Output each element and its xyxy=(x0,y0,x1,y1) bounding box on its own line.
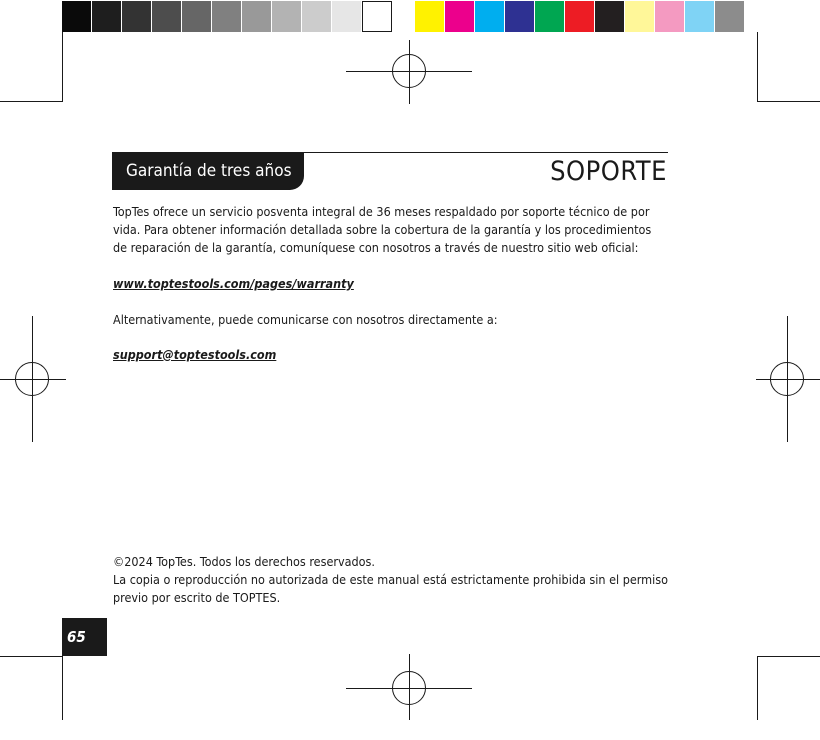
copyright-text: ©2024 TopTes. Todos los derechos reservados. xyxy=(113,554,375,569)
crop-mark xyxy=(0,101,63,102)
color-swatch xyxy=(212,1,242,32)
color-swatch xyxy=(535,1,565,32)
color-swatch xyxy=(92,1,122,32)
intro-paragraph: TopTes ofrece un servicio posventa integral de 36 meses respaldado por soporte técnico de por vida. Para obtener información detallada sobre la cobertura de la garantía y los procedimientos de reparación de la garantía, comuníquese con nosotros a través de nuestro sitio web oficial: xyxy=(113,204,652,255)
warranty-link[interactable]: www.toptestools.com/pages/warranty xyxy=(113,276,354,291)
color-swatch xyxy=(122,1,152,32)
page-title: Garantía de tres años xyxy=(112,153,304,190)
color-swatch xyxy=(505,1,535,32)
color-swatch xyxy=(272,1,302,32)
color-swatch xyxy=(565,1,595,32)
color-swatch xyxy=(475,1,505,32)
registration-mark-circle xyxy=(770,362,804,396)
color-swatch xyxy=(715,1,745,32)
alt-contact-text: Alternativamente, puede comunicarse con nosotros directamente a: xyxy=(113,312,498,327)
color-swatch xyxy=(445,1,475,32)
section-label: SOPORTE xyxy=(550,156,667,187)
registration-mark-circle xyxy=(15,362,49,396)
color-swatch xyxy=(595,1,625,32)
registration-mark-circle xyxy=(392,671,426,705)
color-swatch xyxy=(415,1,445,32)
grayscale-swatch-bar xyxy=(62,1,392,32)
crop-mark xyxy=(757,656,820,657)
color-swatch xyxy=(182,1,212,32)
crop-mark xyxy=(757,656,758,720)
color-swatch xyxy=(62,1,92,32)
color-swatch xyxy=(362,1,392,32)
crop-mark xyxy=(62,32,63,102)
color-swatch xyxy=(332,1,362,32)
color-swatch xyxy=(655,1,685,32)
support-email-link[interactable]: support@toptestools.com xyxy=(113,347,277,362)
color-swatch xyxy=(625,1,655,32)
color-swatch xyxy=(242,1,272,32)
copyright-notice: La copia o reproducción no autorizada de este manual está estrictamente prohibida sin el permiso previo por escrito de TOPTES. xyxy=(113,572,668,605)
color-swatch xyxy=(152,1,182,32)
color-swatch xyxy=(685,1,715,32)
warranty-link-line xyxy=(113,275,668,293)
crop-mark xyxy=(757,32,758,102)
crop-mark xyxy=(757,101,820,102)
crop-mark xyxy=(0,656,63,657)
color-swatch-bar xyxy=(415,1,745,32)
color-swatch xyxy=(302,1,332,32)
crop-mark xyxy=(62,656,63,720)
page-number: 65 xyxy=(62,618,107,656)
email-link-line xyxy=(113,346,668,364)
registration-mark-circle xyxy=(392,54,426,88)
